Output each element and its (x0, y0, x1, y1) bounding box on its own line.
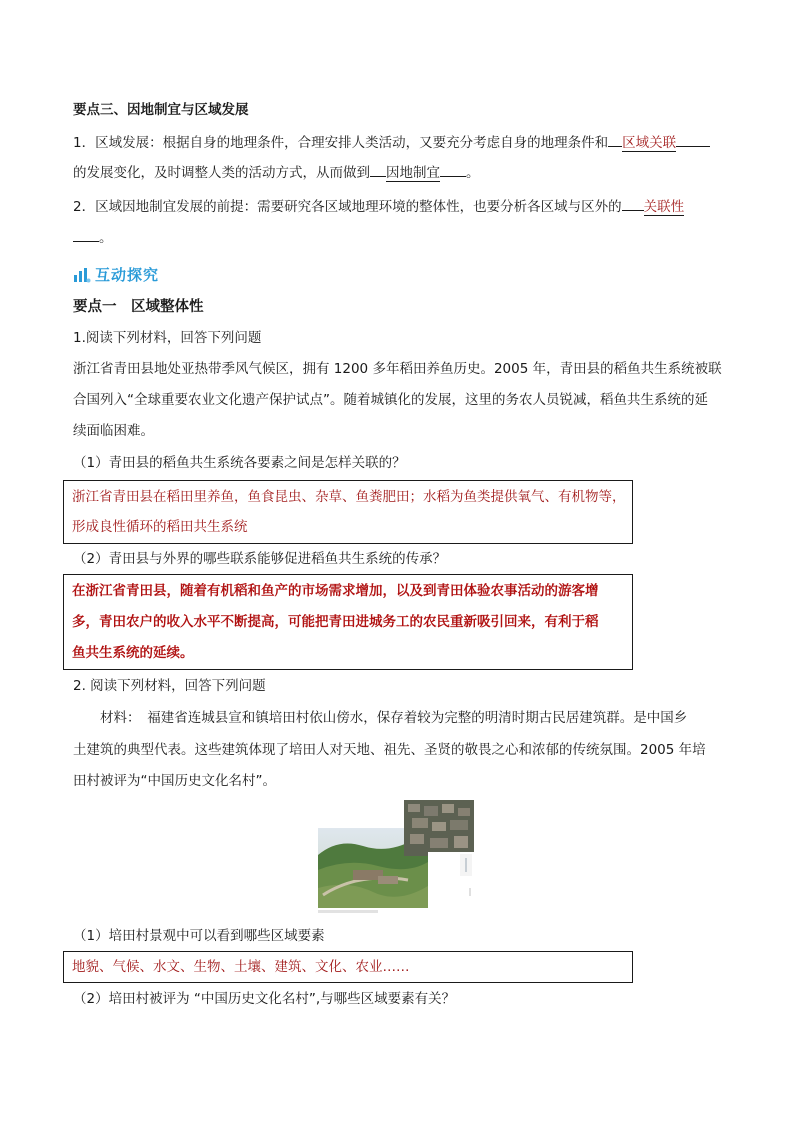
material-line: 续面临困难。 (73, 423, 154, 439)
paragraph-1-line-2 (73, 162, 480, 183)
answer-box (63, 951, 633, 983)
question-intro: 1.阅读下列材料，回答下列问题 (73, 330, 262, 346)
answer-text: 地貌、气候、水文、生物、土壤、建筑、文化、农业…… (72, 959, 410, 975)
paragraph-text: 2．区域因地制宜发展的前提：需要研究各区域地理环境的整体性，也要分析各区域与区外的 (73, 199, 622, 215)
interactive-explore-icon (73, 266, 91, 284)
explore-heading (73, 263, 193, 287)
paragraph-2-line-2 (73, 227, 113, 248)
section-title: 要点三、因地制宜与区域发展 (73, 102, 249, 118)
answer-box (63, 574, 633, 670)
paragraph-text: 1．区域发展：根据自身的地理条件，合理安排人类活动，又要充分考虑自身的地理条件和 (73, 135, 609, 151)
paragraph-text: 。 (466, 165, 480, 181)
paragraph-2-line-1 (73, 196, 684, 217)
paragraph-text: 的发展变化，及时调整人类的活动方式，从而做到 (73, 165, 370, 181)
sub-question: （2）培田村被评为 “中国历史文化名村”,与哪些区域要素有关？ (73, 991, 456, 1007)
answer-text: 形成良性循环的稻田共生系统 (72, 519, 248, 535)
village-landscape-photo (318, 800, 474, 918)
answer-box (63, 480, 633, 544)
blank-underline (440, 162, 466, 177)
answer-text: 区域关联 (622, 135, 677, 151)
blank-underline (676, 132, 710, 147)
paragraph-1-line-1 (73, 132, 710, 153)
explore-label: 互动探究 (95, 266, 160, 284)
sub-question: （1）培田村景观中可以看到哪些区域要素 (73, 928, 325, 944)
question-intro: 2. 阅读下列材料，回答下列问题 (73, 678, 266, 694)
blank-underline (622, 196, 644, 211)
answer-text: 鱼共生系统的延续。 (72, 645, 194, 661)
sub-question: （1）青田县的稻鱼共生系统各要素之间是怎样关联的？ (73, 455, 406, 471)
blank-underline (608, 132, 622, 147)
material-line: 合国列入“全球重要农业文化遗产保护试点”。随着城镇化的发展，这里的务农人员锐减，稻鱼共生系统的延 (73, 392, 708, 408)
paragraph-text: 。 (99, 230, 113, 246)
material-line: 材料： 福建省连城县宣和镇培田村依山傍水，保存着较为完整的明清时期古民居建筑群。是中国乡 (73, 710, 688, 726)
material-line: 田村被评为“中国历史文化名村”。 (73, 773, 276, 789)
blank-underline (370, 162, 386, 177)
material-line: 土建筑的典型代表。这些建筑体现了培田人对天地、祖先、圣贤的敬畏之心和浓郁的传统氛围。2005 年培 (73, 742, 706, 758)
answer-text: 在浙江省青田县，随着有机稻和鱼产的市场需求增加，以及到青田体验农事活动的游客增 (72, 583, 599, 599)
material-line: 浙江省青田县地处亚热带季风气候区，拥有 1200 多年稻田养鱼历史。2005 年，青田县的稻鱼共生系统被联 (73, 361, 722, 377)
point-title: 要点一 区域整体性 (73, 299, 204, 315)
answer-text: 关联性 (643, 199, 685, 215)
answer-text: 多，青田农户的收入水平不断提高，可能把青田进城务工的农民重新吸引回来，有利于稻 (72, 614, 599, 630)
sub-question: （2）青田县与外界的哪些联系能够促进稻鱼共生系统的传承？ (73, 551, 447, 567)
answer-text: 浙江省青田县在稻田里养鱼，鱼食昆虫、杂草、鱼粪肥田；水稻为鱼类提供氧气、有机物等， (72, 489, 626, 505)
blank-underline (73, 227, 99, 242)
answer-text: 因地制宜 (386, 165, 440, 181)
